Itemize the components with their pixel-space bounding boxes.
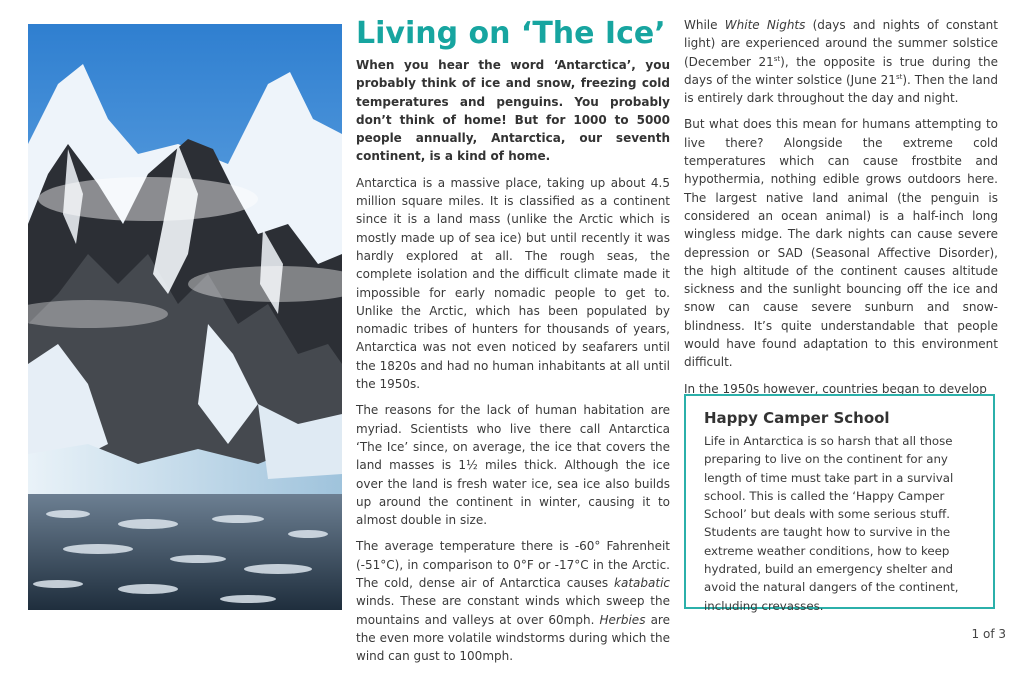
article-title: Living on ‘The Ice’	[356, 16, 666, 51]
article-column-2	[684, 16, 998, 406]
sidebar-body: Life in Antarctica is so harsh that all those preparing to live on the continent for any length of time must take part in a survival school. This is called the ‘Happy Camper School’ but deals with some serious stuff. Students are taught how to survive in the extreme weather conditions, how to keep hydrated, build an emergency shelter and avoid the natural dangers of the continent, including crevasses.	[704, 434, 959, 613]
paragraph-reasons: The reasons for the lack of human habitation are myriad. Scientists who live there call Antarctica ‘The Ice’ since, on average, the ice that covers the land masses is 1½ miles thick. Although the ice over the land is fresh water ice, sea ice also builds up around the continent in winter, causing it to almost double in size.	[356, 403, 670, 528]
paragraph-temperature: The average temperature there is -60° Fahrenheit (-51°C), in comparison to 0°F or -17°C in the Arctic. The cold, dense air of Antarctica causes katabatic winds. These are constant winds which sweep the mountains and valleys at over 60mph. Herbies are the even more volatile windstorms during which the wind can gust to 100mph.	[356, 539, 670, 664]
article-lead: When you hear the word ‘Antarctica’, you probably think of ice and snow, freezing cold temperatures and penguins. You probably don’t think of home! But for 1000 to 5000 people annually, Antarctica, our seventh continent, is a kind of home.	[356, 58, 670, 164]
happy-camper-sidebar	[684, 394, 995, 613]
sidebar-title: Happy Camper School	[704, 409, 890, 427]
antarctica-photo	[28, 24, 342, 610]
paragraph-humans: But what does this mean for humans attempting to live there? Alongside the extreme cold temperatures which can cause frostbite and hypothermia, nothing edible grows outdoors here. The largest native land animal (the penguin is considered an ocean animal) is a half-inch long wingless midge. The dark nights can cause severe depression or SAD (Seasonal Affective Disorder), the high altitude of the continent causes altitude sickness and the sunlight bouncing off the ice and snow can cause severe sunburn and snow-blindness. It’s quite understandable that people would have found adaptation to this environment difficult.	[684, 117, 998, 370]
paragraph-1950s: In the 1950s however, countries began to develop	[684, 381, 987, 396]
paragraph-size: Antarctica is a massive place, taking up about 4.5 million square miles. It is classified as a continent since it is a land mass (unlike the Arctic which is mostly made up of sea ice) but until recently it was hardly explored at all. The rough seas, the complete isolation and the difficult climate made it impossible for early nomadic people to get to. Unlike the Arctic, which has been populated by nomadic tribes of hunters for thousands of years, Antarctica was not even noticed by seafarers until the 1820s and had no human inhabitants at all until the 1950s.	[356, 175, 670, 392]
paragraph-white-nights: While White Nights (days and nights of constant light) are experienced around the summer solstice (December 21st), the opposite is true during the days of the winter solstice (June 21st). Then the land is entirely dark throughout the day and night.	[684, 18, 999, 106]
page-number: 1 of 3	[971, 627, 1006, 641]
article-column-1	[356, 14, 670, 674]
